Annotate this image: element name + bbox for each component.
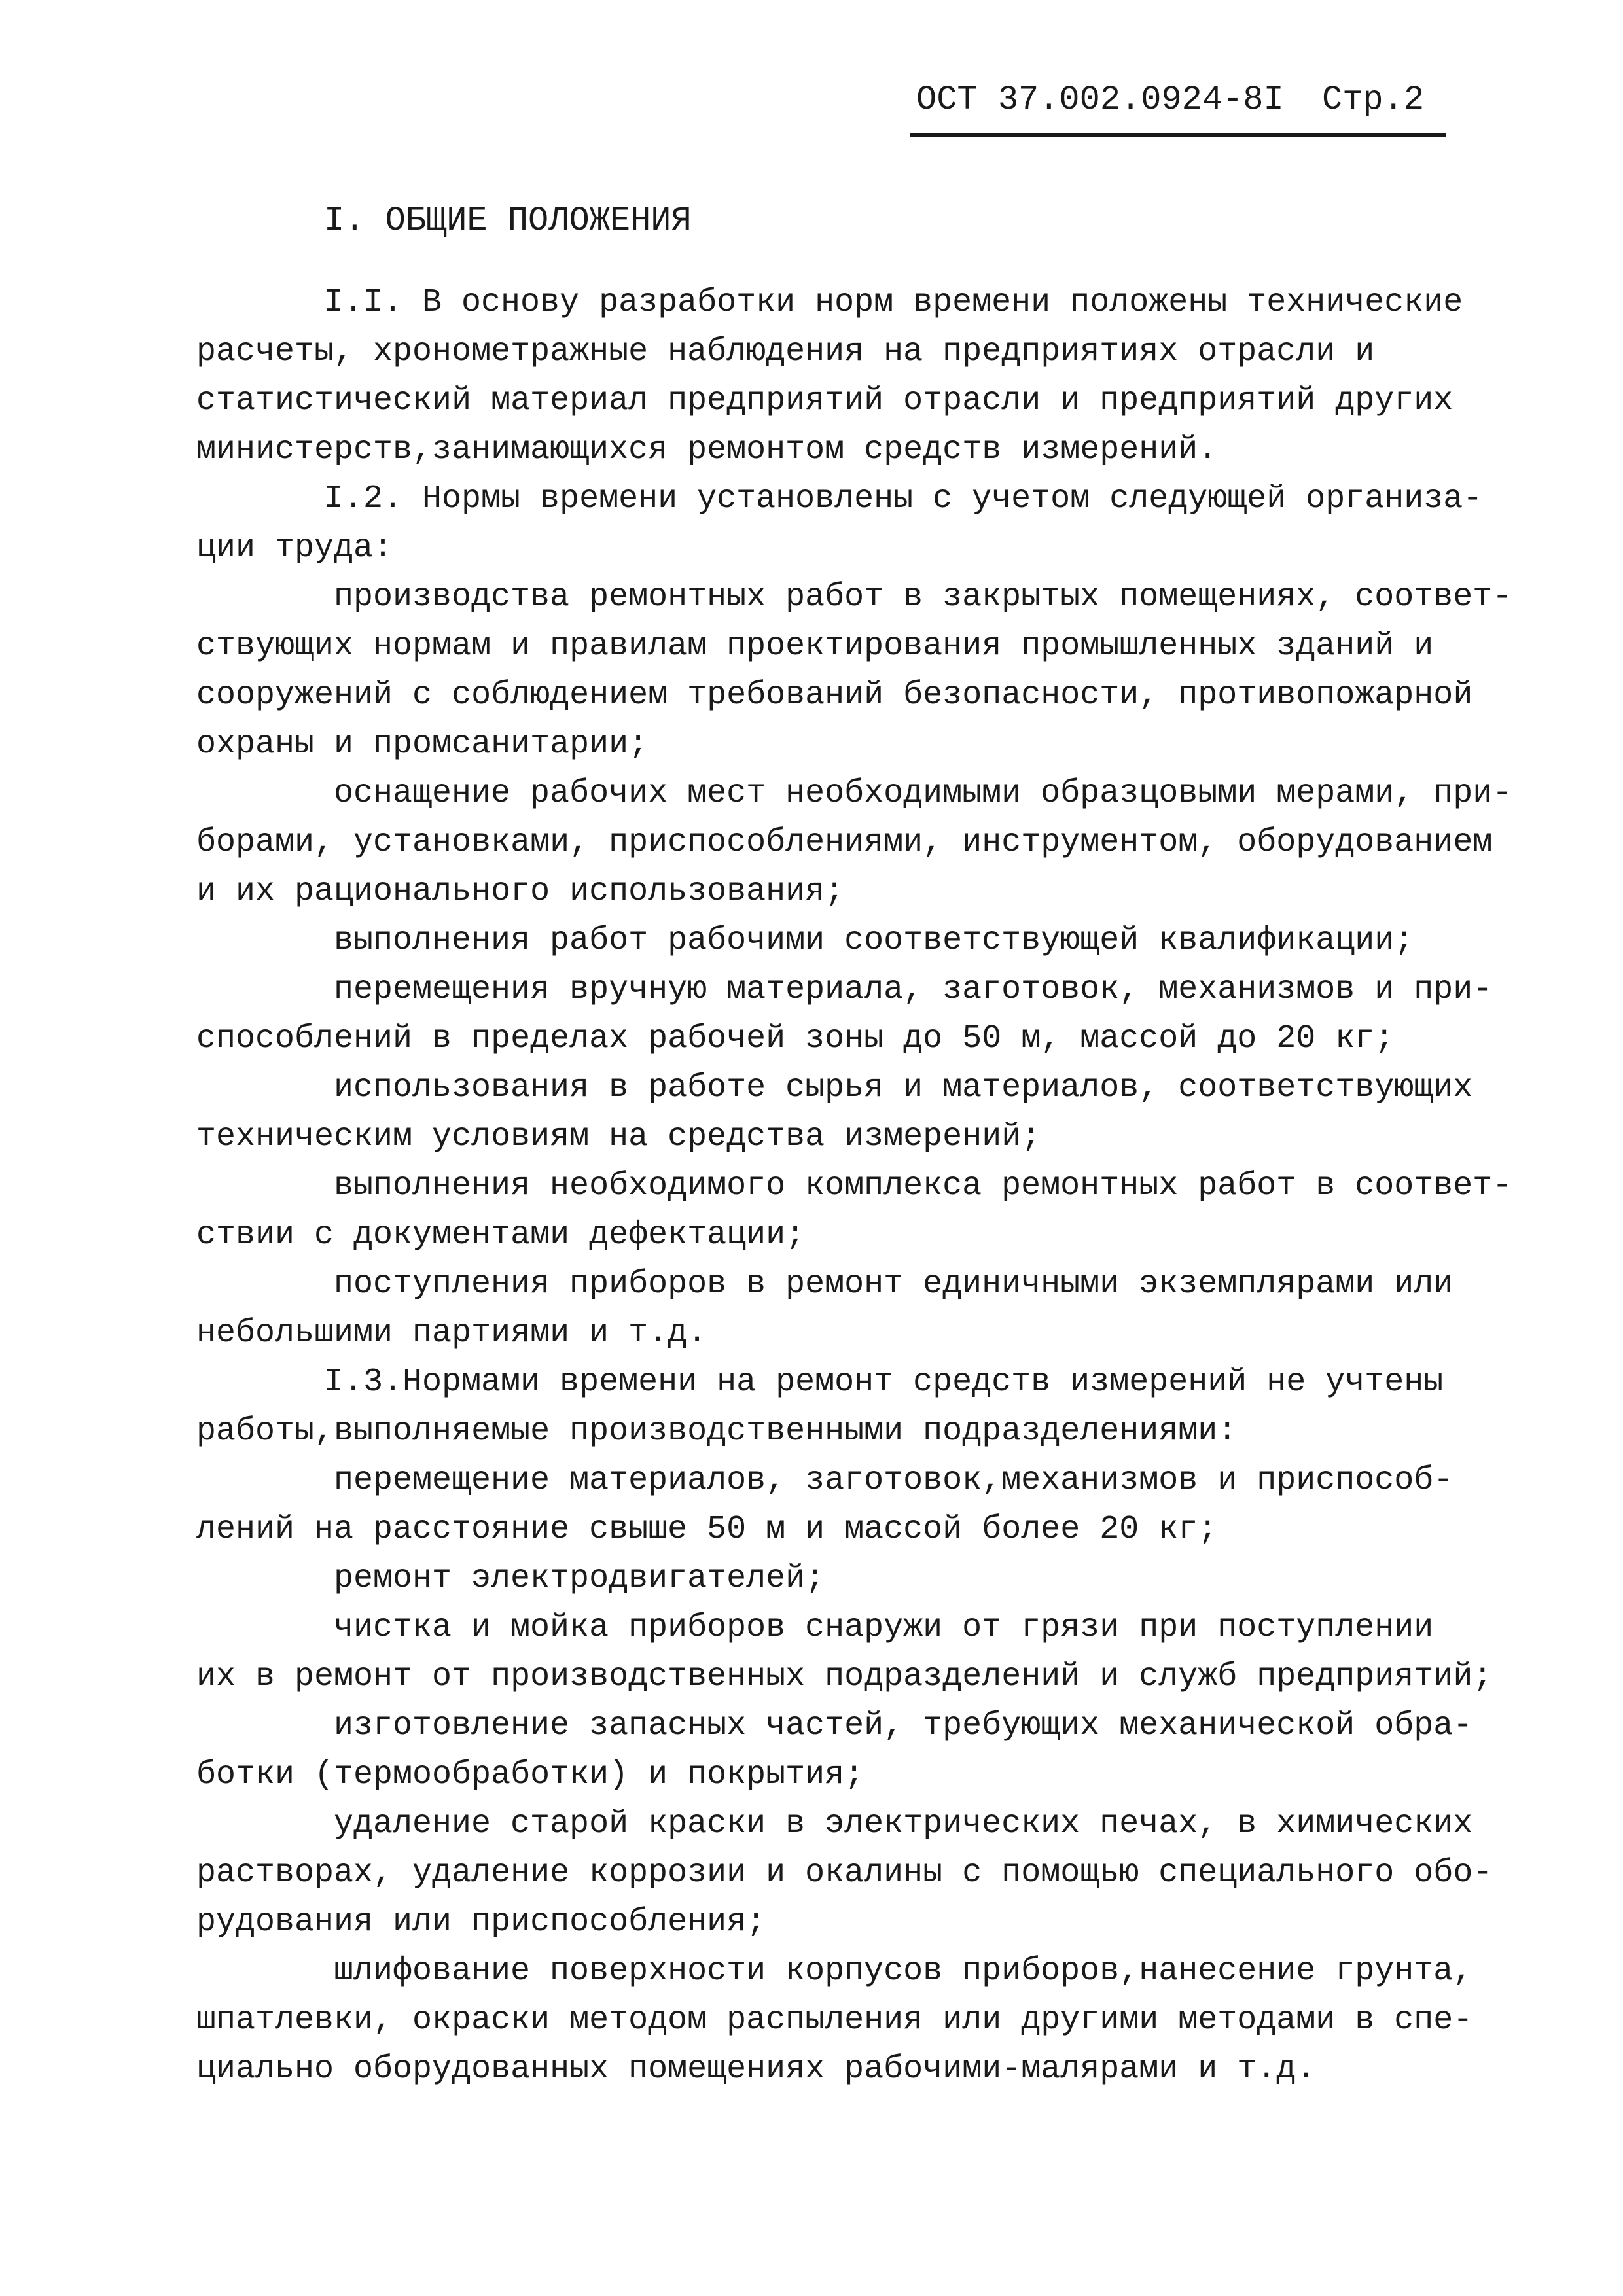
text-line: поступления приборов в ремонт единичными экземплярами или	[334, 1265, 1454, 1303]
text-line: способлений в пределах рабочей зоны до 50 м, массой до 20 кг;	[196, 1020, 1395, 1057]
text-line: работы,выполняемые производственными подразделениями:	[196, 1413, 1238, 1450]
text-line: использования в работе сырья и материалов, соответствующих	[334, 1069, 1473, 1106]
text-line: ботки (термообработки) и покрытия;	[196, 1756, 865, 1793]
document-code: ОСТ 37.002.0924-8I	[916, 80, 1284, 119]
text-line: и их рационального использования;	[196, 873, 845, 910]
text-line: расчеты, хронометражные наблюдения на предприятиях отрасли и	[196, 333, 1375, 370]
text-line: изготовление запасных частей, требующих механической обра-	[334, 1707, 1473, 1744]
page-header	[910, 77, 1446, 137]
text-line: рудования или приспособления;	[196, 1903, 766, 1941]
text-line: растворах, удаление коррозии и окалины с помощью специального обо-	[196, 1854, 1493, 1892]
text-line: чистка и мойка приборов снаружи от грязи при поступлении	[334, 1609, 1434, 1646]
text-line: ции труда:	[196, 529, 393, 567]
text-line: ремонт электродвигателей;	[334, 1560, 825, 1597]
text-line: ствии с документами дефектации;	[196, 1216, 806, 1254]
text-line: техническим условиям на средства измерений;	[196, 1118, 1041, 1156]
text-line: производства ремонтных работ в закрытых помещениях, соответ-	[334, 578, 1512, 616]
body-text	[196, 278, 1558, 2094]
document-body	[196, 196, 1558, 2094]
page-number: Стр.2	[1322, 80, 1425, 119]
section-title: I. ОБЩИЕ ПОЛОЖЕНИЯ	[324, 202, 692, 240]
text-line: министерств,занимающихся ремонтом средств измерений.	[196, 431, 1218, 468]
text-line: перемещения вручную материала, заготовок, механизмов и при-	[334, 971, 1493, 1008]
text-line: I.2. Нормы времени установлены с учетом следующей организа-	[324, 480, 1483, 518]
text-line: их в ремонт от производственных подразделений и служб предприятий;	[196, 1658, 1493, 1695]
text-line: борами, установками, приспособлениями, инструментом, оборудованием	[196, 824, 1493, 861]
text-line: небольшими партиями и т.д.	[196, 1315, 707, 1352]
text-line: I.I. В основу разработки норм времени положены технические	[324, 284, 1463, 321]
text-line: лений на расстояние свыше 50 м и массой более 20 кг;	[196, 1511, 1218, 1548]
text-line: I.3.Нормами времени на ремонт средств измерений не учтены	[324, 1364, 1444, 1401]
text-line: шпатлевки, окраски методом распыления или другими методами в спе-	[196, 2002, 1473, 2039]
text-line: циально оборудованных помещениях рабочими-малярами и т.д.	[196, 2051, 1316, 2088]
text-line: выполнения необходимого комплекса ремонтных работ в соответ-	[334, 1167, 1512, 1205]
text-line: охраны и промсанитарии;	[196, 726, 649, 763]
text-line: шлифование поверхности корпусов приборов,нанесение грунта,	[334, 1952, 1473, 1990]
text-line: сооружений с соблюдением требований безопасности, противопожарной	[196, 677, 1473, 714]
text-line: удаление старой краски в электрических печах, в химических	[334, 1805, 1473, 1843]
text-line: перемещение материалов, заготовок,механизмов и приспособ-	[334, 1462, 1454, 1499]
text-line: оснащение рабочих мест необходимыми образцовыми мерами, при-	[334, 775, 1512, 812]
text-line: ствующих нормам и правилам проектирования промышленных зданий и	[196, 627, 1434, 665]
text-line: выполнения работ рабочими соответствующей квалификации;	[334, 922, 1414, 959]
text-line: статистический материал предприятий отрасли и предприятий других	[196, 382, 1454, 419]
